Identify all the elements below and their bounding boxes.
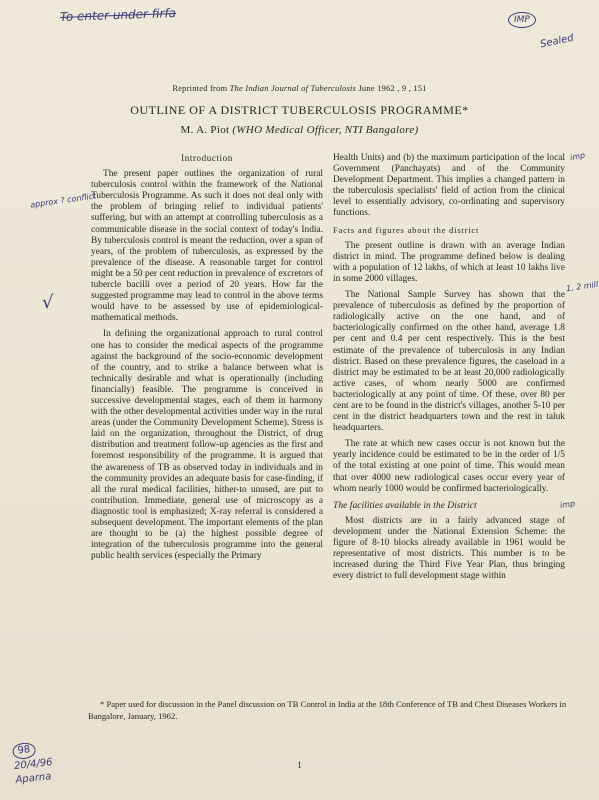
page-number: 1 <box>297 760 302 770</box>
handwritten-name: Aparna <box>15 771 52 786</box>
section-heading-introduction: Introduction <box>181 153 233 163</box>
paragraph: The present paper outlines the organization of rural tuberculosis control within the framework of the National Tuberculosis Programme. As such it does not deal only with the problem of bringing relief to individual patients' suffering, but with an attempt at controlling tuberculosis as a communicable disease in the social context of today's India. By tuberculosis control is meant the reduction, over a span of years, of the problem of tuberculosis, as expressed by the prevalence of the disease. A reasonable target for control might be a 50 per cent reduction in prevalence of excretors of tubercle bacilli over a period of 20 years. How far the suggested programme may lead to control in the above terms would have to be assessed by use of epidemiological-mathematical methods. <box>91 169 323 324</box>
journal-name: The Indian Journal of Tuberculosis <box>229 83 357 93</box>
reprint-line <box>0 83 599 93</box>
handwritten-margin-note-right-2: 1, 2 mill <box>565 279 599 294</box>
paragraph: The rate at which new cases occur is not known but the yearly incidence could be estimated to be in the order of 1/5 of the total existing at one point of time. This would mean that over 4000 new radiological cases occur every year of whom nearly 1000 would be confirmed bacteriologically. <box>333 439 565 494</box>
handwritten-margin-note-right-3: imp <box>559 498 576 511</box>
author-line <box>0 124 599 136</box>
paragraph: The National Sample Survey has shown that the prevalence of tuberculosis as defined by the proportion of radiologically active on the one hand, and of bacteriologically confirmed on the other hand, average 1.8 per cent and 0.4 per cent respectively. This is the best estimate of the prevalence of tuberculosis in any Indian district. Based on these prevalence figures, the caseload in a district may be estimated to be at least 20,000 radiologically active cases, of whom nearly 5000 are confirmed bacteriologically at any point of time. Of these, over 80 per cent are to be found in the district's villages, another 5-10 per cent in the district headquarters town and the rest in taluk headquarters. <box>333 290 565 434</box>
handwritten-margin-note-right-1: imp <box>569 150 586 163</box>
paper-title: OUTLINE OF A DISTRICT TUBERCULOSIS PROGRAMME* <box>130 103 469 117</box>
paragraph: Health Units) and (b) the maximum participation of the local Government (Panchayats) and of the Community Development Department. This implies a changed pattern in the tuberculosis specialists' field of action from the clinical level to essentially advisory, co-ordinating and supervisory functions. <box>333 153 565 219</box>
paragraph: Most districts are in a fairly advanced stage of development under the National Extension Scheme: the figure of 8-10 blocks already available in 1961 would be representative of most districts. This number is to be increased during the Third Five Year Plan, thus bringing every district to full development stage within <box>333 515 565 582</box>
author-name: M. A. Piot <box>180 124 230 136</box>
handwritten-date: 20/4/96 <box>13 757 54 772</box>
reprint-date: June 1962 , 9 , 151 <box>358 83 427 93</box>
paragraph: The present outline is drawn with an average Indian district in mind. The programme defined below is dealing with a population of 12 lakhs, of which at least 10 lakhs live in some 2000 villages. <box>333 240 565 284</box>
handwritten-note-top: To enter under firfa <box>59 5 177 25</box>
handwritten-margin-note-left: approx ? conflict <box>29 191 97 210</box>
check-mark-icon: √ <box>42 292 54 313</box>
author-affiliation: (WHO Medical Officer, NTI Bangalore) <box>232 124 419 136</box>
handwritten-imp-mark: IMP <box>508 12 536 28</box>
handwritten-circled-number: 98 <box>12 742 36 760</box>
section-heading-facts: Facts and figures about the district <box>333 224 480 235</box>
right-column <box>333 153 565 582</box>
subsection-heading-facilities: The facilities available in the District <box>333 499 477 511</box>
handwritten-sealed-mark: Sealed <box>539 32 575 51</box>
handwritten-signature-block <box>12 740 55 788</box>
reprint-prefix: Reprinted from <box>172 83 228 93</box>
footnote: * Paper used for discussion in the Panel discussion on TB Control in India at the 18th Conference of TB and Chest Diseases Workers in Bangalore, January, 1962. <box>88 699 567 721</box>
left-column <box>91 153 323 562</box>
paragraph: In defining the organizational approach to rural control one has to consider the medical aspects of the programme against the background of the socio-economic development of the country, and to strike a balance between what is technically desirable and what is operationally (including financially) feasible. The programme is conceived in successive developmental stages, each of them in harmony with the other developmental activities under way in the rural areas (under the Community Development Scheme). Stress is laid on the organization, throughout the District, of drug distribution and treatment follow-up agencies as the first and foremost responsibility of the programme. It is argued that the awareness of TB as observed today in individuals and in the community provides an adequate basis for case-finding, if all the rural medical facilities, hither-to unused, are put to contribution. Immediate, general use of microscopy as a diagnostic tool is emphasized; X-ray referral is considered a subsequent development. The important elements of the plan are thought to be (a) the highest possible degree of integration of the tuberculosis programme into the general public health services (especially the Primary <box>91 329 323 562</box>
